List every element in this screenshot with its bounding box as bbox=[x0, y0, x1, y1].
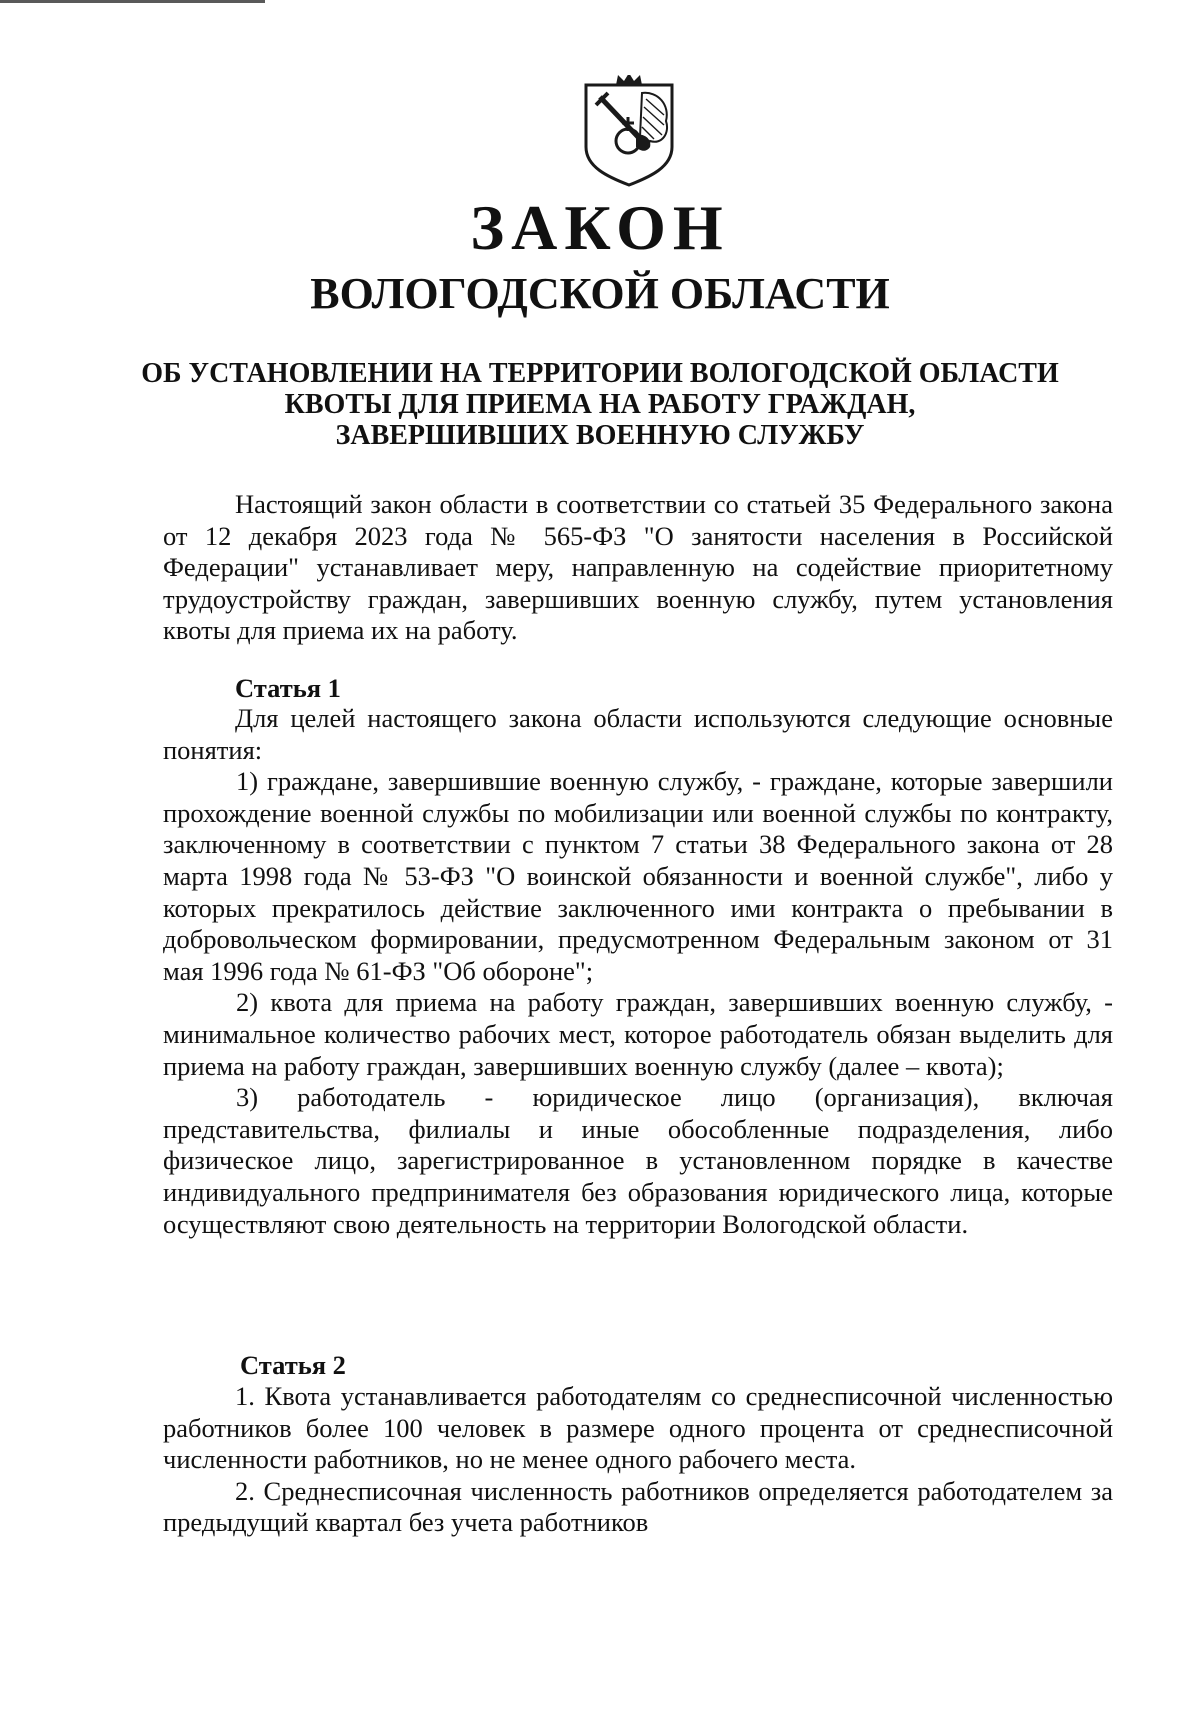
article-2-body bbox=[163, 1381, 1113, 1539]
heading-line: ЗАВЕРШИВШИХ ВОЕННУЮ СЛУЖБУ bbox=[335, 420, 865, 451]
article-1-title: Статья 1 bbox=[235, 673, 341, 703]
article-1-lead: Для целей настоящего закона области используются следующие основные понятия: bbox=[163, 703, 1113, 765]
article-2-paragraph: 1. Квота устанавливается работодателям со среднесписочной численностью работников более 100 человек в размере одного процента от среднесписочной численности работников, но не менее одного рабочего места. bbox=[163, 1381, 1113, 1475]
definition-item: 1) граждане, завершившие военную службу, - граждане, которые завершили прохождение военной службы по мобилизации или военной службы по контракту, заключенному в соответствии с пунктом 7 статьи 38 Федерального закона от 28 марта 1998 года № 53-ФЗ "О воинской обязанности и военной службе", либо у которых прекратилось действие заключенного ими контракта о пребывании в добровольческом формировании, предусмотренном Федеральным законом от 31 мая 1996 года № 61-ФЗ "Об обороне"; bbox=[163, 766, 1113, 986]
article-1-body bbox=[163, 703, 1113, 1240]
definition-item: 3) работодатель - юридическое лицо (организация), включая представительства, филиалы и иные обособленные подразделения, либо физическое лицо, зарегистрированное в установленном порядке в качестве индивидуального предпринимателя без образования юридического лица, которые осуществляют свою деятельность на территории Вологодской области. bbox=[163, 1082, 1113, 1239]
article-2-paragraph: 2. Среднесписочная численность работников определяется работодателем за предыдущий квартал без учета работников bbox=[163, 1475, 1113, 1538]
preamble-paragraph: Настоящий закон области в соответствии со статьей 35 Федерального закона от 12 декабря 2023 года № 565-ФЗ "О занятости населения в Российской Федерации" устанавливает меру, направленную на содействие приоритетному трудоустройству граждан, завершивших военную службу, путем установления квоты для приема их на работу. bbox=[163, 489, 1113, 646]
scan-edge-line bbox=[0, 0, 265, 3]
heading-line: ОБ УСТАНОВЛЕНИИ НА ТЕРРИТОРИИ ВОЛОГОДСКОЙ ОБЛАСТИ bbox=[141, 358, 1059, 389]
document-subtitle: ВОЛОГОДСКОЙ ОБЛАСТИ bbox=[310, 269, 890, 318]
law-heading bbox=[0, 358, 1200, 451]
heading-line: КВОТЫ ДЛЯ ПРИЕМА НА РАБОТУ ГРАЖДАН, bbox=[284, 389, 916, 420]
article-2-title: Статья 2 bbox=[240, 1350, 346, 1380]
definition-item: 2) квота для приема на работу граждан, завершивших военную службу, - минимальное количество рабочих мест, которое работодатель обязан выделить для приема на работу граждан, завершивших военную службу (далее – квота); bbox=[163, 987, 1113, 1081]
document-title: ЗАКОН bbox=[470, 192, 730, 263]
coat-of-arms-icon bbox=[580, 75, 678, 187]
